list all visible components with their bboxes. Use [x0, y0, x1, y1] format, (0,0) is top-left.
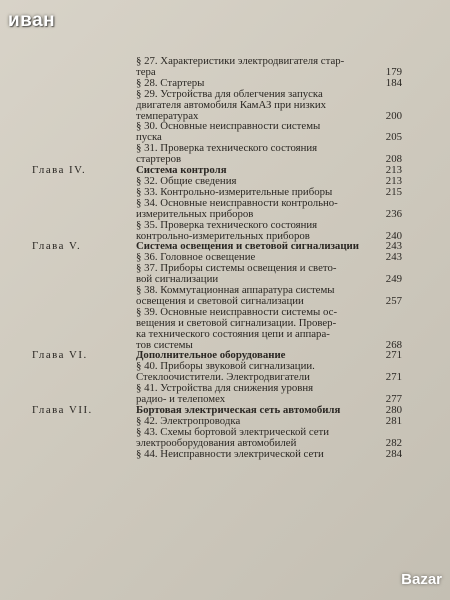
- chapter-label: Глава VII.: [32, 404, 93, 416]
- toc-section-entry: [32, 121, 402, 143]
- page-number: 271: [385, 371, 402, 384]
- section-title-line: ка технического состояния цепи и аппара-: [136, 327, 330, 340]
- section-title-line: тов системы: [136, 338, 193, 351]
- page-number: 215: [385, 185, 402, 198]
- chapter-title: Дополнительное оборудование: [136, 349, 286, 362]
- page-number: 280: [385, 404, 402, 416]
- toc-section-entry: [32, 285, 402, 307]
- chapter-title: Система контроля: [136, 164, 227, 177]
- section-title-line: § 31. Проверка технического состояния: [136, 142, 318, 155]
- section-title-line: тера: [136, 65, 156, 78]
- section-title-line: Стеклоочистители. Электродвигатели: [136, 371, 310, 384]
- table-of-contents: [32, 56, 402, 460]
- section-title-line: § 27. Характеристики электродвигателя стар-: [136, 55, 345, 67]
- page-number: 271: [385, 349, 402, 362]
- page-number: 277: [385, 393, 402, 406]
- section-title-line: § 28. Стартеры: [136, 76, 205, 89]
- section-title-line: измерительных приборов: [136, 207, 254, 220]
- chapter-label: Глава IV.: [32, 164, 87, 177]
- section-title-line: освещения и световой сигнализации: [136, 294, 304, 307]
- page-number: 240: [385, 229, 402, 242]
- toc-section-entry: [32, 89, 402, 122]
- toc-section-entry: [32, 263, 402, 285]
- page-number: 282: [385, 436, 402, 449]
- page-number: 205: [385, 131, 402, 144]
- chapter-label: Глава V.: [32, 240, 82, 253]
- toc-section-entry: [32, 383, 402, 405]
- page-number: 208: [385, 153, 402, 166]
- toc-section-entry: [32, 361, 402, 383]
- section-title-line: пуска: [136, 131, 162, 144]
- toc-section-entry: [32, 449, 402, 460]
- section-title-line: вещения и световой сигнализации. Провер-: [136, 316, 337, 329]
- section-title-line: радио- и телепомех: [136, 393, 226, 406]
- page-number: 179: [385, 65, 402, 78]
- section-title-line: § 33. Контрольно-измерительные приборы: [136, 185, 333, 198]
- page-number: 236: [385, 207, 402, 220]
- toc-section-entry: [32, 56, 402, 78]
- section-title-line: § 29. Устройства для облегчения запуска: [136, 87, 323, 100]
- chapter-title: Система освещения и световой сигнализации: [136, 240, 359, 253]
- section-title-line: § 44. Неисправности электрической сети: [136, 447, 324, 460]
- page-number: 284: [385, 447, 402, 460]
- section-title-line: § 36. Головное освещение: [136, 251, 256, 264]
- section-title-line: § 30. Основные неисправности системы: [136, 120, 321, 133]
- section-title-line: § 41. Устройства для снижения уровня: [136, 382, 314, 395]
- section-title-line: § 34. Основные неисправности контрольно-: [136, 196, 338, 209]
- section-title-line: § 32. Общие сведения: [136, 174, 237, 187]
- section-title-line: § 40. Приборы звуковой сигнализации.: [136, 360, 315, 373]
- section-title-line: электрооборудования автомобилей: [136, 436, 297, 449]
- section-title-line: § 39. Основные неисправности системы ос-: [136, 305, 338, 318]
- toc-section-entry: [32, 220, 402, 242]
- section-title-line: температурах: [136, 109, 199, 122]
- page-number: 243: [385, 240, 402, 253]
- seller-watermark: иван: [8, 10, 56, 31]
- section-title-line: § 38. Коммутационная аппаратура системы: [136, 284, 335, 297]
- chapter-label: Глава VI.: [32, 349, 88, 362]
- section-title-line: § 42. Электропроводка: [136, 414, 241, 427]
- page-number: 200: [385, 109, 402, 122]
- section-title-line: § 35. Проверка технического состояния: [136, 218, 318, 231]
- page-number: 213: [385, 164, 402, 177]
- section-title-line: вой сигнализации: [136, 273, 219, 286]
- page-number: 268: [385, 338, 402, 351]
- section-title-line: § 37. Приборы системы освещения и свето-: [136, 262, 337, 275]
- section-title-line: контрольно-измерительных приборов: [136, 229, 310, 242]
- section-title-line: стартеров: [136, 153, 182, 166]
- page-number: 249: [385, 273, 402, 286]
- bazar-watermark: Bazar: [401, 571, 442, 588]
- page-number: 184: [385, 76, 402, 89]
- chapter-title: Бортовая электрическая сеть автомобиля: [136, 404, 341, 416]
- page-number: 213: [385, 174, 402, 187]
- toc-section-entry: [32, 307, 402, 351]
- toc-section-entry: [32, 198, 402, 220]
- toc-section-entry: [32, 427, 402, 449]
- page-number: 257: [385, 294, 402, 307]
- section-title-line: § 43. Схемы бортовой электрической сети: [136, 425, 330, 438]
- page-number: 243: [385, 251, 402, 264]
- page-number: 281: [385, 414, 402, 427]
- section-title-line: двигателя автомобиля КамАЗ при низких: [136, 98, 327, 111]
- toc-section-entry: [32, 143, 402, 165]
